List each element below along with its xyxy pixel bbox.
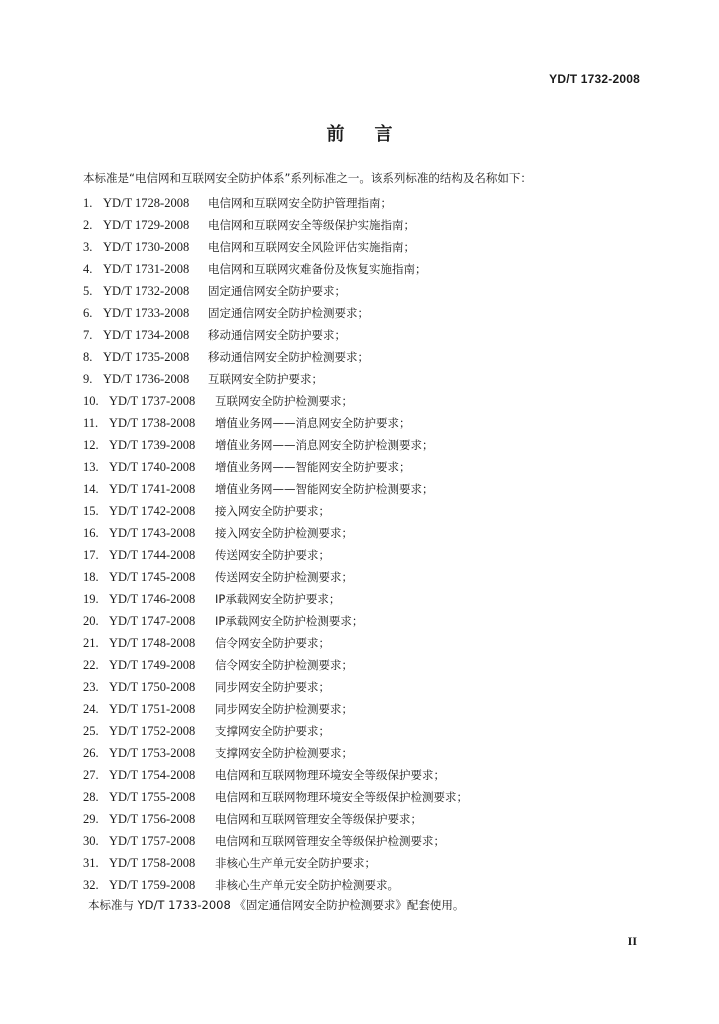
list-item-number: 16. [83,526,99,540]
list-item-number: 12. [83,438,99,452]
standard-name: 增值业务网——消息网安全防护检测要求； [215,438,434,452]
standard-code: YD/T 1739-2008 [109,438,196,452]
list-item [83,258,427,280]
standard-name: 同步网安全防护要求； [215,680,330,694]
standard-name: 非核心生产单元安全防护检测要求。 [215,878,399,892]
standard-code: YD/T 1749-2008 [109,658,196,672]
intro-paragraph: 本标准是“电信网和互联网安全防护体系”系列标准之一。该系列标准的结构及名称如下： [83,171,532,185]
list-item [83,368,323,390]
list-item-number: 9. [83,372,93,386]
standard-name: 信令网安全防护检测要求； [215,658,353,672]
list-item [83,610,364,632]
list-item-number: 2. [83,218,93,232]
standard-name: 互联网安全防护检测要求； [215,394,353,408]
standard-code: YD/T 1758-2008 [109,856,196,870]
list-item-number: 17. [83,548,99,562]
standard-name: 互联网安全防护要求； [208,372,323,386]
standard-code: YD/T 1742-2008 [109,504,196,518]
list-item-number: 24. [83,702,99,716]
list-item-number: 1. [83,196,93,210]
standard-name: IP承载网安全防护检测要求； [215,614,364,628]
standard-code: YD/T 1728-2008 [103,196,190,210]
standard-name: 传送网安全防护要求； [215,548,330,562]
standard-code: YD/T 1747-2008 [109,614,196,628]
standard-code: YD/T 1754-2008 [109,768,196,782]
list-item-number: 19. [83,592,99,606]
list-item [83,192,392,214]
list-item-number: 27. [83,768,99,782]
list-item-number: 3. [83,240,93,254]
standard-code: YD/T 1746-2008 [109,592,196,606]
list-item [83,500,330,522]
standard-code: YD/T 1733-2008 [103,306,190,320]
list-item [83,786,468,808]
standard-name: 非核心生产单元安全防护要求； [215,856,376,870]
standard-code: YD/T 1753-2008 [109,746,196,760]
standard-code: YD/T 1730-2008 [103,240,190,254]
list-item-number: 7. [83,328,93,342]
list-item [83,830,445,852]
standard-name: 接入网安全防护检测要求； [215,526,353,540]
list-item [83,214,415,236]
standard-code: YD/T 1741-2008 [109,482,196,496]
list-item-number: 22. [83,658,99,672]
standard-name: 固定通信网安全防护检测要求； [208,306,369,320]
list-item [83,808,422,830]
list-item-number: 31. [83,856,99,870]
page-number: II [627,934,637,948]
standard-code: YD/T 1745-2008 [109,570,196,584]
standard-code: YD/T 1735-2008 [103,350,190,364]
standard-name: 移动通信网安全防护要求； [208,328,346,342]
standard-code: YD/T 1744-2008 [109,548,196,562]
page-title: 前言 [326,124,423,145]
standard-code: YD/T 1756-2008 [109,812,196,826]
list-item [83,412,411,434]
list-item [83,720,330,742]
list-item [83,346,369,368]
list-item [83,434,434,456]
list-item [83,478,434,500]
standard-code: YD/T 1736-2008 [103,372,190,386]
standard-name: 同步网安全防护检测要求； [215,702,353,716]
list-item-number: 26. [83,746,99,760]
list-item [83,280,346,302]
standard-code: YD/T 1759-2008 [109,878,196,892]
standard-name: 电信网和互联网灾难备份及恢复实施指南； [208,262,427,276]
list-item-number: 10. [83,394,99,408]
standard-name: 支撑网安全防护要求； [215,724,330,738]
standard-name: 电信网和互联网物理环境安全等级保护检测要求； [215,790,468,804]
document-code: YD/T 1732-2008 [549,72,640,86]
standard-code: YD/T 1729-2008 [103,218,190,232]
list-item-number: 8. [83,350,93,364]
list-item [83,698,353,720]
standard-name: 增值业务网——消息网安全防护要求； [215,416,411,430]
standard-code: YD/T 1757-2008 [109,834,196,848]
list-item [83,654,353,676]
list-item-number: 25. [83,724,99,738]
standard-name: 信令网安全防护要求； [215,636,330,650]
list-item-number: 30. [83,834,99,848]
standard-code: YD/T 1740-2008 [109,460,196,474]
standard-code: YD/T 1743-2008 [109,526,196,540]
standard-name: 电信网和互联网安全风险评估实施指南； [208,240,415,254]
list-item [83,544,330,566]
list-item [83,676,330,698]
standard-code: YD/T 1748-2008 [109,636,196,650]
standard-name: 支撑网安全防护检测要求； [215,746,353,760]
standard-name: 电信网和互联网管理安全等级保护要求； [215,812,422,826]
standard-code: YD/T 1751-2008 [109,702,196,716]
list-item [83,456,411,478]
standard-code: YD/T 1750-2008 [109,680,196,694]
standard-name: 固定通信网安全防护要求； [208,284,346,298]
standard-code: YD/T 1752-2008 [109,724,196,738]
standard-code: YD/T 1738-2008 [109,416,196,430]
list-item [83,236,415,258]
standard-code: YD/T 1755-2008 [109,790,196,804]
standard-name: 电信网和互联网管理安全等级保护检测要求； [215,834,445,848]
list-item-number: 23. [83,680,99,694]
list-item [83,588,341,610]
list-item-number: 28. [83,790,99,804]
standard-code: YD/T 1732-2008 [103,284,190,298]
list-item [83,324,346,346]
list-item-number: 14. [83,482,99,496]
list-item [83,390,353,412]
list-item-number: 18. [83,570,99,584]
standard-code: YD/T 1734-2008 [103,328,190,342]
standards-list [83,192,468,896]
standard-name: 接入网安全防护要求； [215,504,330,518]
standard-code: YD/T 1737-2008 [109,394,196,408]
list-item [83,566,353,588]
list-item-number: 13. [83,460,99,474]
list-item [83,302,369,324]
standard-name: 移动通信网安全防护检测要求； [208,350,369,364]
standard-name: 电信网和互联网安全等级保护实施指南； [208,218,415,232]
list-item-number: 5. [83,284,93,298]
list-item-number: 4. [83,262,93,276]
list-item-number: 32. [83,878,99,892]
list-item-number: 29. [83,812,99,826]
standard-name: 电信网和互联网物理环境安全等级保护要求； [215,768,445,782]
list-item [83,764,445,786]
list-item-number: 15. [83,504,99,518]
standard-name: 传送网安全防护检测要求； [215,570,353,584]
standard-name: 增值业务网——智能网安全防护要求； [215,460,411,474]
list-item [83,852,376,874]
list-item [83,522,353,544]
list-item [83,874,399,896]
list-item-number: 11. [83,416,99,430]
standard-code: YD/T 1731-2008 [103,262,190,276]
list-item [83,742,353,764]
list-item-number: 21. [83,636,99,650]
standard-name: IP承载网安全防护要求； [215,592,341,606]
list-item [83,632,330,654]
standard-name: 电信网和互联网安全防护管理指南； [208,196,392,210]
list-item-number: 6. [83,306,93,320]
closing-paragraph: 本标准与 YD/T 1733-2008 《固定通信网安全防护检测要求》配套使用。 [88,898,465,912]
standard-name: 增值业务网——智能网安全防护检测要求； [215,482,434,496]
list-item-number: 20. [83,614,99,628]
